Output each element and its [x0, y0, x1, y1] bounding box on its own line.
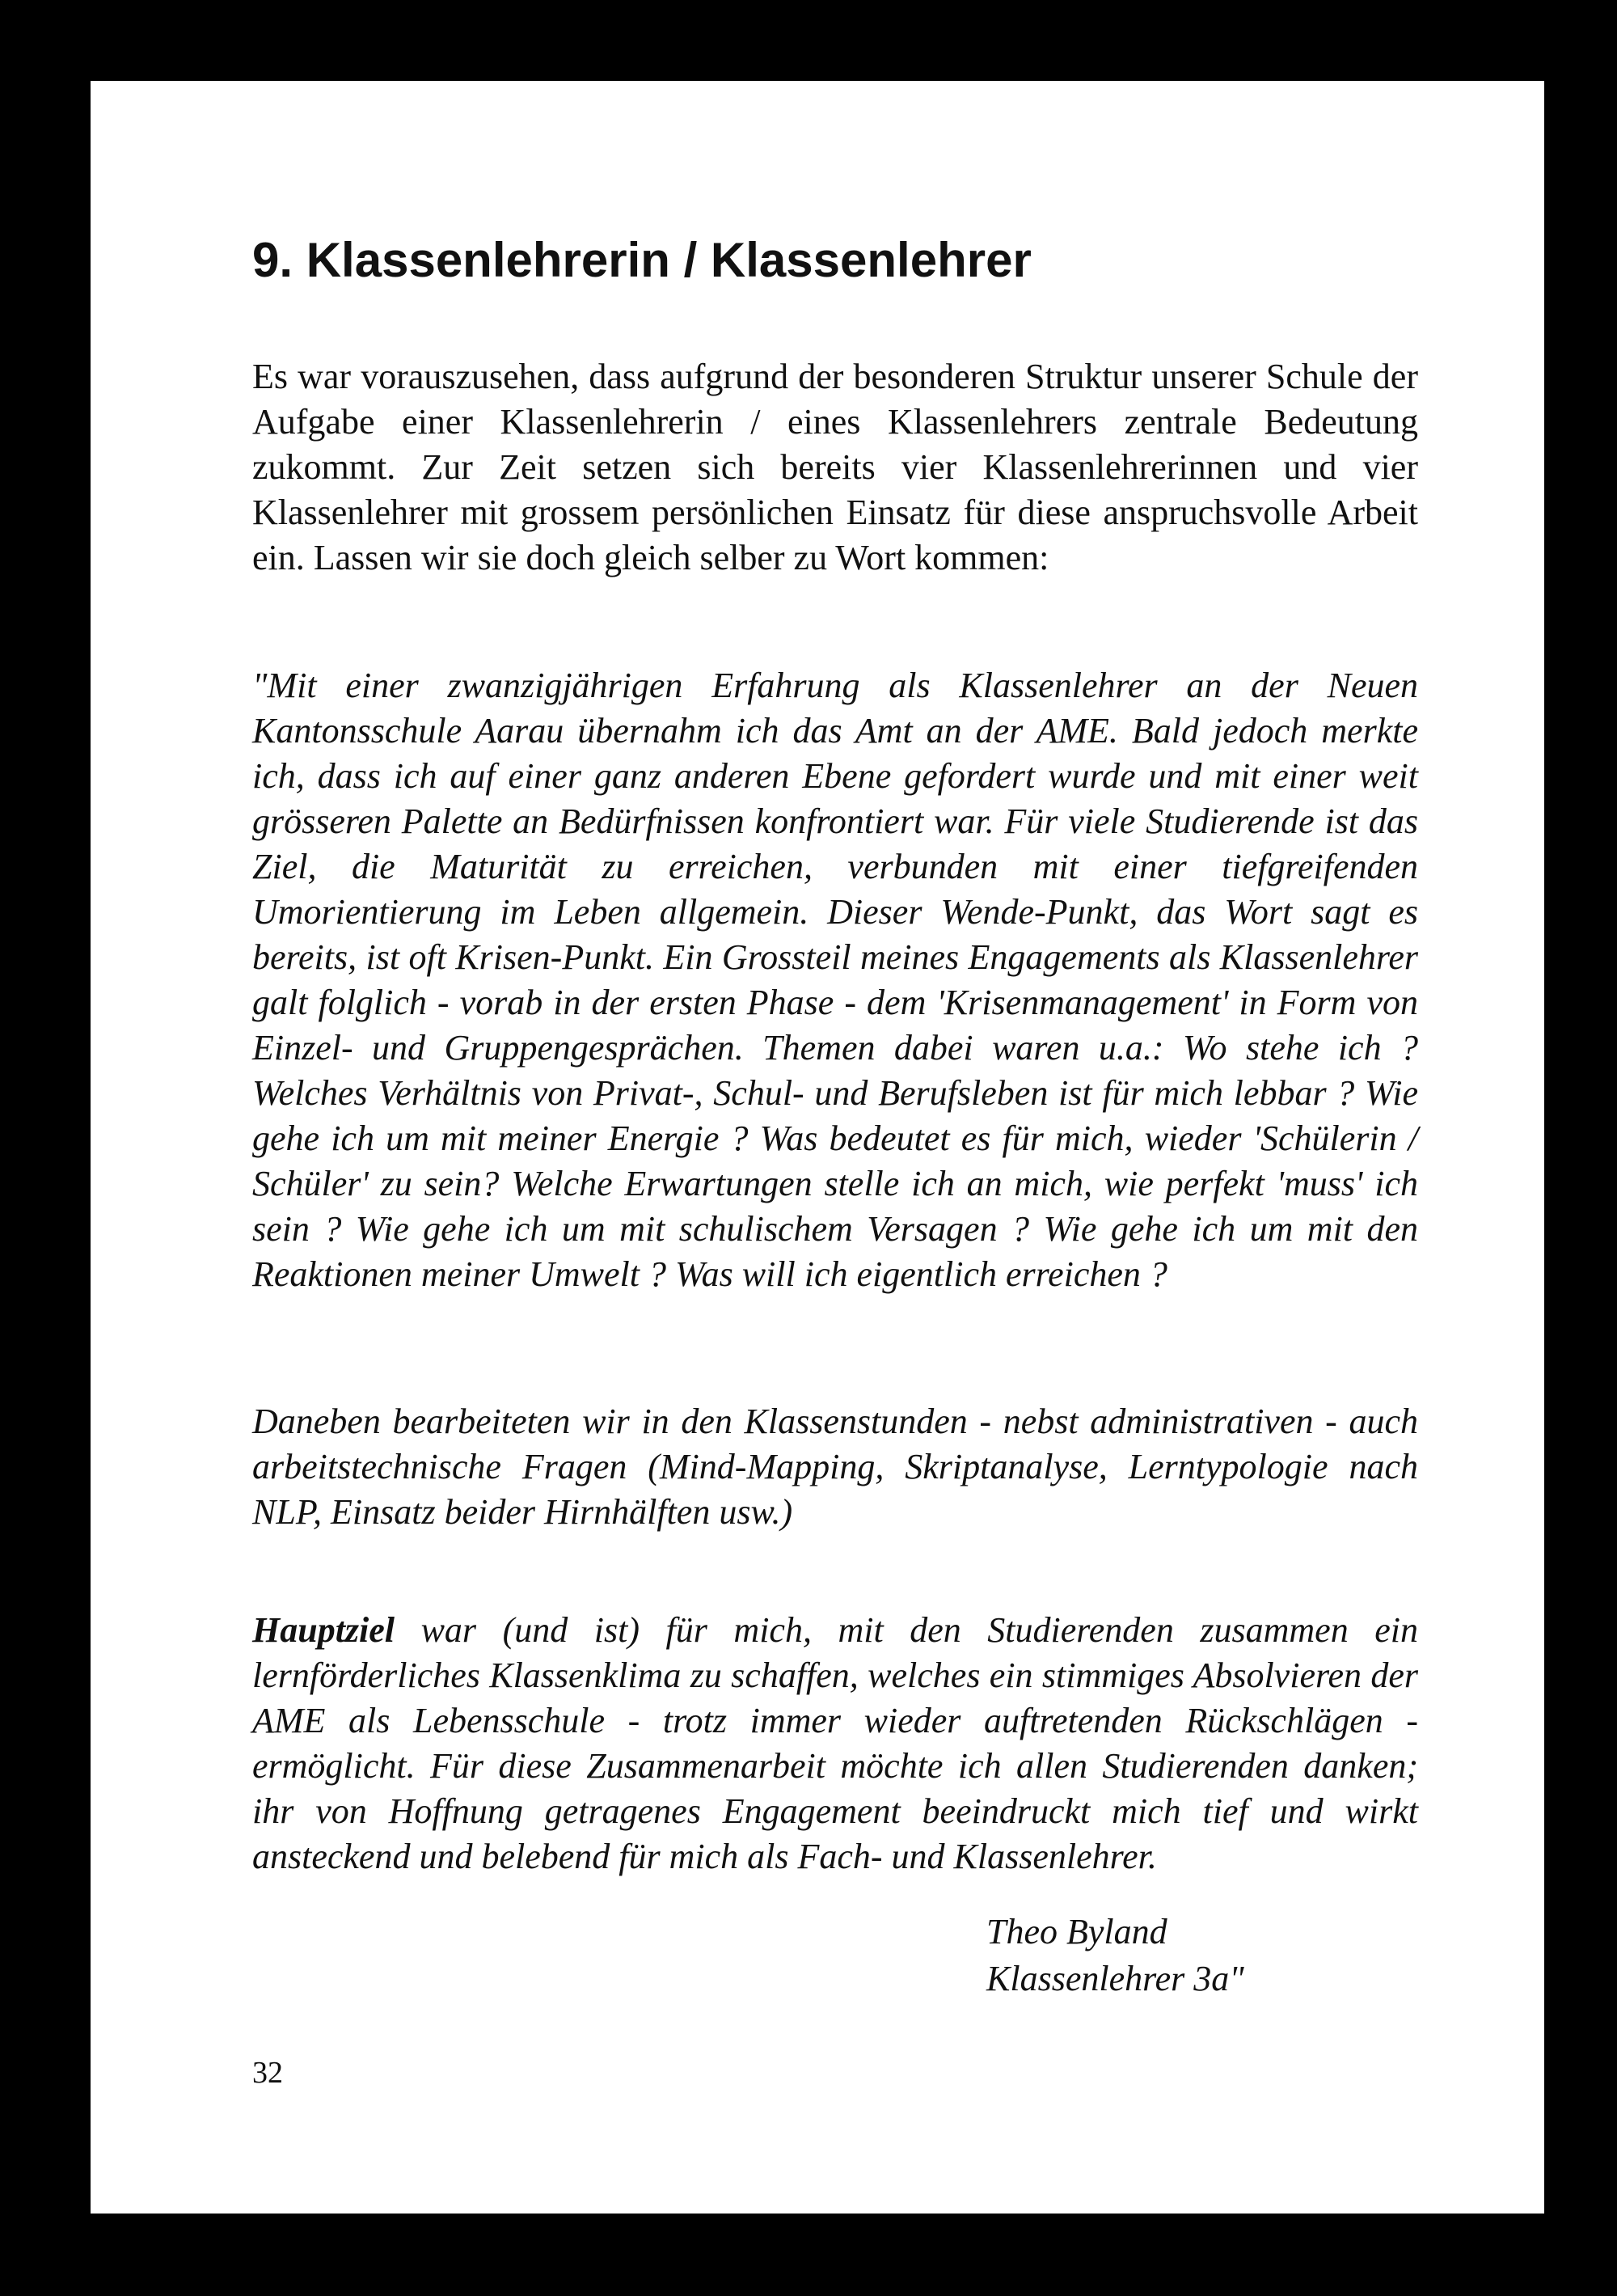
quote-paragraph-1: "Mit einer zwanzigjährigen Erfahrung als Klassenlehrer an der Neuen Kantonsschule Aarau übernahm ich das Amt an der AME. Bald jedoch merkte ich, dass ich auf einer ganz anderen Ebene gefordert wurde und mit einer weit grösseren Palette an Bedürfnissen konfrontiert war. Für viele Studierende ist das Ziel, die Maturität zu erreichen, verbunden mit einer tiefgreifenden Umorientierung im Leben allgemein. Dieser Wende-Punkt, das Wort sagt es bereits, ist oft Krisen-Punkt. Ein Grossteil meines Engagements als Klassenlehrer galt folglich - vorab in der ersten Phase - dem 'Krisenmanagement' in Form von Einzel- und Gruppengesprächen. Themen dabei waren u.a.: Wo stehe ich ? Welches Verhältnis von Privat-, Schul- und Berufsleben ist für mich lebbar ? Wie gehe ich um mit meiner Energie ? Was bedeutet es für mich, wieder 'Schülerin / Schüler' zu sein? Welche Erwartungen stelle ich an mich, wie perfekt 'muss' ich sein ? Wie gehe ich um mit schulischem Versagen ? Wie gehe ich um mit den Reaktionen meiner Umwelt ? Was will ich eigentlich erreichen ? [252, 666, 1418, 1294]
signature-block [986, 1909, 1244, 2002]
quote-lead-word: Hauptziel [252, 1610, 395, 1650]
quote-paragraph-3-text: war (und ist) für mich, mit den Studierenden zusammen ein lernförderliches Klassenklima zu schaffen, welches ein stimmiges Absolvieren der AME als Lebensschule - trotz immer wieder auftretenden Rückschlägen - ermöglicht. Für diese Zusammenarbeit möchte ich allen Studierenden danken; ihr von Hoffnung getragenes Engagement beeindruckt mich tief und wirkt ansteckend und belebend für mich als Fach- und Klassenlehrer. [252, 1610, 1418, 1876]
quote-paragraph-2: Daneben bearbeiteten wir in den Klassenstunden - nebst administrativen - auch arbeitstechnische Fragen (Mind-Mapping, Skriptanalyse, Lerntypologie nach NLP, Einsatz beider Hirnhälften usw.) [252, 1402, 1418, 1532]
intro-paragraph: Es war vorauszusehen, dass aufgrund der besonderen Struktur unserer Schule der Aufgabe einer Klassenlehrerin / eines Klassenlehrers zentrale Bedeutung zukommt. Zur Zeit setzen sich bereits vier Klassenlehrerinnen und vier Klassenlehrer mit grossem persönlichen Einsatz für diese anspruchsvolle Arbeit ein. Lassen wir sie doch gleich selber zu Wort kommen: [252, 357, 1418, 577]
page-number: 32 [252, 2056, 283, 2090]
signature-name: Theo Byland [986, 1912, 1167, 1951]
quote-paragraph-3 [252, 1608, 1418, 1880]
document-page [91, 81, 1544, 2214]
signature-role: Klassenlehrer 3a" [986, 1959, 1244, 1998]
section-heading: 9. Klassenlehrerin / Klassenlehrer [252, 233, 1032, 287]
